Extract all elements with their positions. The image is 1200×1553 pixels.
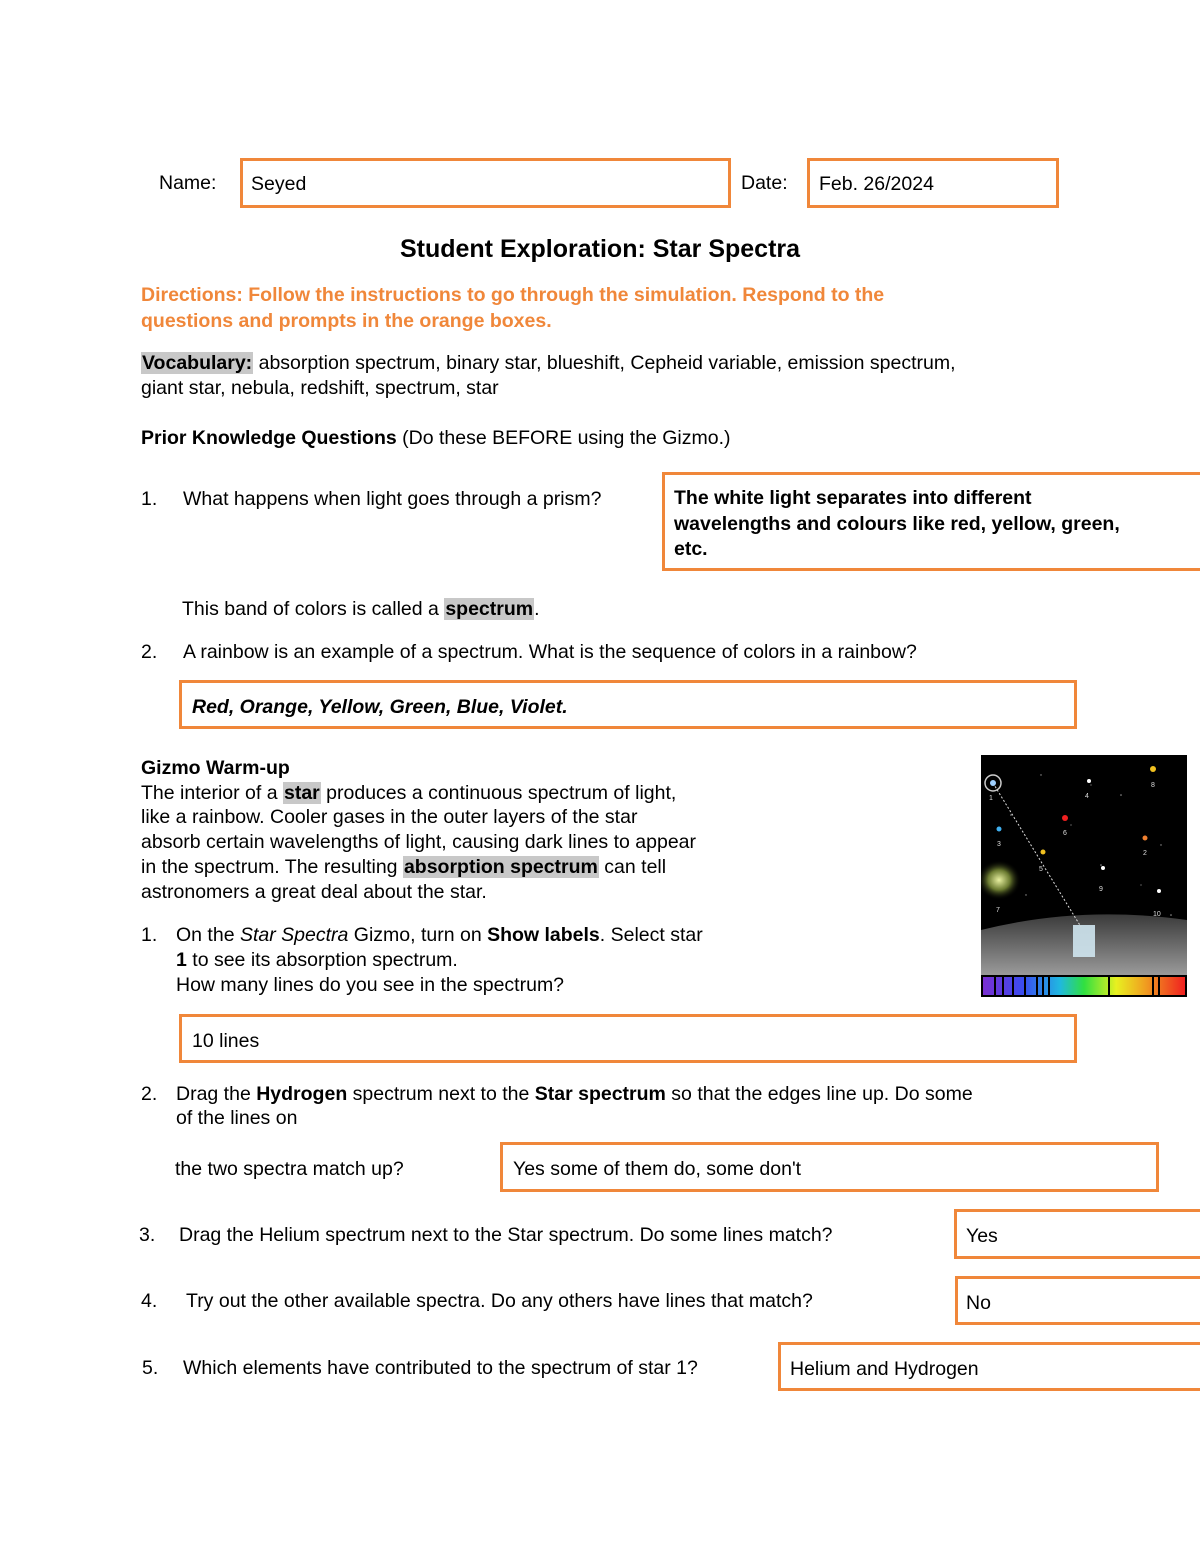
directions-line-1: Directions: Follow the instructions to go through the simulation. Respond to the: [141, 284, 885, 306]
star-term: star: [283, 782, 320, 804]
prior-heading-note: (Do these BEFORE using the Gizmo.): [396, 427, 731, 449]
gizmo-star-label: 6: [1063, 830, 1067, 837]
gizmo-star-label: 1: [989, 795, 993, 802]
warmup-q2-b: spectrum next to the: [347, 1083, 535, 1105]
warmup-q1-line-1: [176, 924, 703, 947]
name-label: Name:: [159, 172, 217, 194]
warmup-q1-b: Gizmo, turn on: [348, 924, 488, 946]
spectrum-term: spectrum: [445, 598, 534, 620]
warmup-q1-answer: 10 lines: [192, 1030, 260, 1052]
warmup-q5-answer-box[interactable]: [778, 1342, 1200, 1391]
warmup-q1-c: . Select star: [599, 924, 703, 946]
warmup-q5-answer: Helium and Hydrogen: [790, 1358, 979, 1380]
gizmo-star-label: 10: [1153, 911, 1161, 918]
spectrum-sentence-pre: This band of colors is called a: [182, 598, 445, 620]
warmup-q5-number: 5.: [142, 1357, 159, 1379]
gizmo-star-label: 4: [1085, 793, 1089, 800]
warmup-q4-answer: No: [966, 1292, 991, 1314]
gizmo-star-label: 5: [1039, 866, 1043, 873]
gizmo-star-label: 2: [1143, 850, 1147, 857]
warmup-q4-number: 4.: [141, 1290, 158, 1312]
warmup-q4-text: Try out the other available spectra. Do any others have lines that match?: [186, 1290, 813, 1312]
warmup-q3-number: 3.: [139, 1224, 156, 1246]
warmup-paragraph-line-5: astronomers a great deal about the star.: [141, 881, 487, 903]
vocabulary-line-2: giant star, nebula, redshift, spectrum, star: [141, 377, 499, 399]
warmup-p4-b: can tell: [598, 856, 667, 878]
name-field[interactable]: [240, 158, 731, 208]
page-title: Student Exploration: Star Spectra: [399, 235, 801, 263]
warmup-heading: Gizmo Warm-up: [141, 757, 290, 779]
warmup-q5-text: Which elements have contributed to the spectrum of star 1?: [183, 1357, 698, 1379]
warmup-q2-c: so that the edges line up. Do some: [665, 1083, 973, 1105]
date-value: Feb. 26/2024: [819, 173, 934, 195]
warmup-q3-answer: Yes: [966, 1225, 998, 1247]
vocabulary-line-1: [141, 351, 956, 376]
warmup-q2-line-3: the two spectra match up?: [175, 1158, 404, 1180]
prior-q1-answer-line-1: The white light separates into different: [674, 487, 1032, 509]
prior-heading-text: Prior Knowledge Questions: [141, 427, 397, 449]
spectrum-sentence-post: .: [534, 598, 540, 620]
gizmo-name: Star Spectra: [239, 924, 349, 946]
directions-line-2: questions and prompts in the orange boxes.: [141, 310, 552, 332]
warmup-q2-line-2: of the lines on: [176, 1107, 298, 1129]
gizmo-star-field-image: [981, 755, 1187, 997]
warmup-paragraph-line-3: absorb certain wavelengths of light, causing dark lines to appear: [141, 831, 696, 853]
warmup-q3-answer-box[interactable]: [954, 1209, 1200, 1259]
date-field[interactable]: [807, 158, 1059, 208]
vocabulary-label: Vocabulary:: [142, 352, 253, 374]
warmup-q1-line-3: How many lines do you see in the spectrum?: [176, 974, 565, 996]
warmup-paragraph-line-1: [141, 782, 676, 805]
spectrum-sentence: [182, 598, 540, 621]
date-label: Date:: [741, 172, 788, 194]
prior-q2-answer: Red, Orange, Yellow, Green, Blue, Violet.: [192, 696, 568, 718]
show-labels-term: Show labels: [487, 924, 600, 946]
warmup-q2-answer-box[interactable]: [500, 1142, 1159, 1192]
prior-q2-answer-box[interactable]: [179, 680, 1077, 729]
gizmo-star-label: 8: [1151, 782, 1155, 789]
gizmo-star-label: 7: [996, 907, 1000, 914]
warmup-q2-number: 2.: [141, 1083, 158, 1105]
absorption-spectrum-term: absorption spectrum: [403, 856, 598, 878]
prior-q1-answer-box[interactable]: [662, 472, 1200, 571]
prior-q1-answer-line-3: etc.: [674, 538, 708, 560]
prior-knowledge-heading: [141, 426, 731, 451]
warmup-q3-text: Drag the Helium spectrum next to the Star spectrum. Do some lines match?: [179, 1224, 833, 1246]
gizmo-star-label: 9: [1099, 886, 1103, 893]
warmup-q2-line-1: [176, 1083, 973, 1106]
star-number: 1: [176, 949, 187, 971]
prior-q1-text: What happens when light goes through a prism?: [183, 488, 602, 510]
warmup-q2-a: Drag the: [176, 1083, 257, 1105]
name-value: Seyed: [251, 173, 307, 195]
star-spectrum-term: Star spectrum: [534, 1083, 666, 1105]
gizmo-star-label: 3: [997, 841, 1001, 848]
warmup-p1-b: produces a continuous spectrum of light,: [320, 782, 677, 804]
vocabulary-text-1: absorption spectrum, binary star, blueshift, Cepheid variable, emission spectrum,: [253, 352, 956, 374]
warmup-p4-a: in the spectrum. The resulting: [141, 856, 403, 878]
prior-q2-number: 2.: [141, 641, 158, 663]
warmup-paragraph-line-4: [141, 856, 666, 879]
warmup-q4-answer-box[interactable]: [955, 1276, 1200, 1325]
warmup-q2-answer: Yes some of them do, some don't: [513, 1158, 802, 1180]
hydrogen-term: Hydrogen: [256, 1083, 348, 1105]
warmup-q1-line-2: [176, 949, 458, 972]
prior-q2-text: A rainbow is an example of a spectrum. What is the sequence of colors in a rainbow?: [183, 641, 917, 663]
prior-q1-number: 1.: [141, 488, 158, 510]
prior-q1-answer-line-2: wavelengths and colours like red, yellow, green,: [674, 513, 1120, 535]
warmup-q1-answer-box[interactable]: [179, 1014, 1077, 1063]
warmup-paragraph-line-2: like a rainbow. Cooler gases in the outer layers of the star: [141, 806, 638, 828]
warmup-q1-d: to see its absorption spectrum.: [186, 949, 458, 971]
warmup-p1-a: The interior of a: [141, 782, 283, 804]
warmup-q1-a: On the: [176, 924, 240, 946]
warmup-q1-number: 1.: [141, 924, 158, 946]
